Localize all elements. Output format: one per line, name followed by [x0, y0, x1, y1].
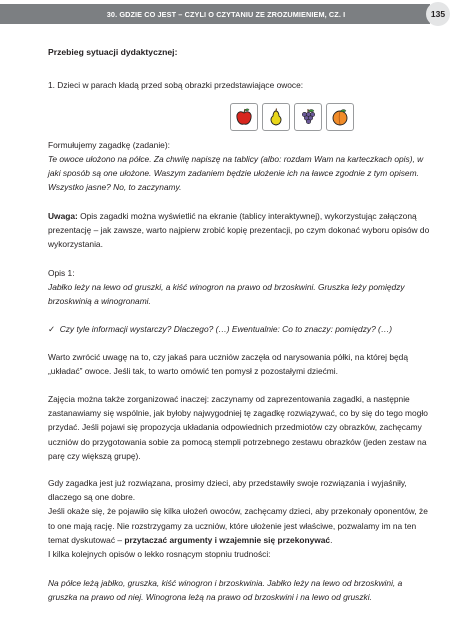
paragraph-gdy	[48, 476, 430, 561]
page-number: 135	[430, 9, 446, 19]
section-title: Przebieg sytuacji dydaktycznej:	[48, 47, 178, 57]
apple-picture	[230, 103, 258, 131]
note-text: Opis zagadki można wyświetlić na ekranie (tablicy interaktywnej), wykorzystując załączoną prezentację – jak zawsze, warto najpierw zrobić kopię prezentacji, po czym dokonać wyboru opisów do wykorzystania.	[48, 211, 430, 250]
paragraph-zajecia: Zajęcia można także zorganizować inaczej: zaczynamy od zaprezentowania zagadki, a następnie zastanawiamy się wspólnie, jak byłoby najwygodniej tę zagadkę rozwiązywać, co by się do tego mogło przydać. Jeśli pojawi się propozycja układania odpowiednich przedmiotów czy obrazków, zachęcamy uczniów do przygotowania sobie za pomocą stempli potrzebnego zestawu obrazków (jeden zestaw na parę czy większą grupę).	[48, 394, 428, 461]
peach-icon	[330, 107, 350, 127]
chapter-title: 30. GDZIE CO JEST – CZYLI O CZYTANIU ZE ZROZUMIENIEM, CZ. I	[106, 9, 346, 19]
riddle-text: Te owoce ułożono na półce. Za chwilę napiszę na tablicy (albo: rozdam Wam na karteczkach opis), w jaki sposób są one ułożone. Waszym zadaniem będzie ułożenie ich na ławce zgodnie z tym opisem. Wszystko jasne? No, to zaczynamy.	[48, 154, 424, 193]
grapes-icon	[298, 107, 318, 127]
header-bar	[0, 4, 430, 24]
fruit-pictures	[230, 103, 354, 131]
final-description: Na półce leżą jabłko, gruszka, kiść winogron i brzoskwinia. Jabłko leży na lewo od brzoskwini, a gruszka na prawo od niej. Winogrona leżą na prawo od brzoskwini i na lewo od gruszki.	[48, 578, 403, 603]
paragraph-gdy-line2-text: Jeśli okaże się, że pojawiło się kilka ułożeń owoców, zachęcamy dzieci, aby przekonały oponentów, że to one mają rację. Nie rozstrzygamy za uczniów, które ułożenie jest właściwe, pozwalamy im na ten temat dyskutować –	[48, 506, 428, 545]
check-icon: ✓	[48, 324, 56, 334]
check-line	[48, 322, 430, 336]
page-number-badge	[426, 2, 450, 26]
emphasis-text: przytaczać argumenty i wzajemnie się przekonywać	[124, 534, 331, 545]
opis1-text: Jabłko leży na lewo od gruszki, a kiść winogron na prawo od brzoskwini. Gruszka leży pomiędzy brzoskwinią a winogronami.	[48, 282, 405, 307]
page-header	[0, 0, 474, 28]
peach-picture	[326, 103, 354, 131]
pear-icon	[266, 107, 286, 127]
paragraph-warto: Warto zwrócić uwagę na to, czy jakaś para uczniów zaczęła od narysowania półki, na której będą „układać” owoce. Jeśli tak, to warto omówić ten pomysł z pozostałymi dziećmi.	[48, 352, 408, 377]
grapes-picture	[294, 103, 322, 131]
paragraph-gdy-line2	[48, 504, 430, 547]
list-item-1: 1. Dzieci w parach kładą przed sobą obrazki przedstawiające owoce:	[48, 80, 304, 90]
note-paragraph	[48, 209, 430, 252]
note-label: Uwaga:	[48, 211, 78, 221]
riddle-intro: Formułujemy zagadkę (zadanie):	[48, 140, 170, 150]
check-question: Czy tyle informacji wystarczy? Dlaczego? (…) Ewentualnie: Co to znaczy: pomiędzy? (…)	[59, 324, 393, 334]
opis1-label: Opis 1:	[48, 268, 75, 278]
paragraph-gdy-line3: I kilka kolejnych opisów o lekko rosnącym stopniu trudności:	[48, 549, 271, 560]
apple-icon	[234, 107, 254, 127]
paragraph-gdy-line1: Gdy zagadka jest już rozwiązana, prosimy dzieci, aby przedstawiły swoje rozwiązania i wyjaśniły, dlaczego są one dobre.	[48, 478, 407, 503]
pear-picture	[262, 103, 290, 131]
paragraph-gdy-line2-end: .	[330, 534, 333, 545]
